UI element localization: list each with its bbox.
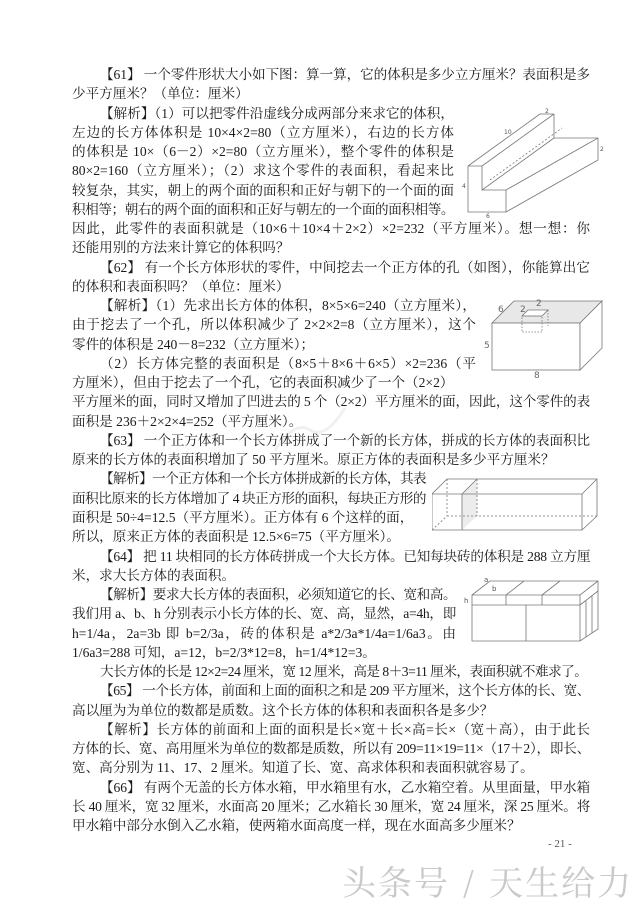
figure-64-bricks — [462, 577, 602, 645]
dim-label: h — [464, 597, 469, 605]
text-line: 面积是 50÷4=12.5（平方厘米）。正方体有 6 个这样的面， — [72, 509, 414, 525]
text-line: 平方厘米的面，同时又增加了凹进去的 5 个（2×2）平方厘米的面，因此，这个零件的表 — [72, 394, 590, 410]
dim-label: 5 — [484, 341, 490, 351]
figure-61-l-shaped-part — [460, 108, 605, 218]
text-line: 由于挖去了一个孔，所以体积减少了 2×2×2=8（立方厘米），这个 — [72, 317, 476, 333]
text-line: 米，求大长方体的表面积。 — [72, 567, 236, 583]
text-line: 原来的长方体的表面积增加了 50 平方厘米。原正方体的表面积是多少平方厘米？ — [72, 452, 555, 468]
text-line: 的体积和表面积吗？（单位：厘米） — [72, 278, 290, 294]
text-line: 左边的长方体体积是 10×4×2=80（立方厘米），右边的长方体 — [72, 124, 454, 140]
text-line: 长 40 厘米，宽 32 厘米，水面高 20 厘米；乙水箱长 30 厘米，宽 24 厘米，深 25 厘米。将 — [72, 798, 590, 814]
text-line: 【解析】一个正方体和一个长方体拼成新的长方体，其表 — [100, 471, 426, 487]
text-line: 较复杂，其实，朝上的两个面的面积和正好与朝下的一个面的面 — [72, 182, 454, 198]
dim-label: b — [492, 585, 497, 593]
text-line: 零件的体积是 240－8=232（立方厘米）； — [72, 336, 315, 352]
dim-label: 4 — [462, 183, 466, 190]
text-line: 大长方体的长是 12×2=24 厘米，宽 12 厘米，高是 8＋3=11 厘米，表面积就不难求了。 — [100, 664, 588, 680]
text-line: h=1/4a，2a=3b 即 b=2/3a，砖的体积是 a*2/3a*1/4a=1/6a3。由 — [72, 625, 456, 641]
dim-label: 2 — [536, 299, 542, 309]
text-line: 【61】 一个零件形状大小如下图：算一算，它的体积是多少立方厘米？表面积是多 — [100, 67, 590, 82]
dim-label: a — [484, 577, 489, 584]
text-line: 【63】 一个正方体和一个长方体拼成了一个新的长方体，拼成的长方体的表面积比 — [100, 432, 590, 448]
text-line: 【解析】（1）先求出长方体的体积，8×5×6=240（立方厘米）， — [100, 298, 476, 314]
text-line: 【66】 有两个无盖的长方体水箱，甲水箱里有水，乙水箱空着。从里面量，甲水箱 — [100, 779, 590, 795]
text-line: 方厘米），但由于挖去了一个孔，它的表面积减少了一个（2×2） — [72, 375, 454, 391]
text-line: 因此，此零件的表面积就是（10×6＋10×4＋2×2）×2=232（平方厘米）。想一想：你 — [72, 221, 590, 237]
text-line: 我们用 a、b、h 分别表示小长方体的长、宽、高，显然，a=4h，即 — [72, 606, 456, 622]
dim-label: 2 — [545, 108, 549, 115]
dim-label: 2 — [600, 146, 604, 153]
text-line: 【解析】要求大长方体的表面积，必须知道它的长、宽和高。 — [100, 587, 457, 603]
figure-63-cube-and-cuboid — [432, 474, 600, 534]
source-watermark: 头条号 / 天生给力 — [342, 864, 634, 904]
text-line: 【解析】长方体的前面和上面的面积是长×宽＋长×高=长×（宽＋高），由于此长 — [100, 721, 590, 737]
text-line: 所以，原来正方体的表面积是 12.5×6=75（平方厘米）。 — [72, 529, 400, 545]
text-line: 的体积是 10×（6－2）×2=80（立方厘米），整个零件的体积是 — [72, 144, 454, 160]
text-line: 【62】 有一个长方体形状的零件，中间挖去一个正方体的孔（如图），你能算出它 — [100, 259, 590, 275]
text-line: 1/6a3=288 可知，a=12，b=2/3*12=8，h=1/4*12=3。 — [72, 644, 376, 660]
dim-label: 8 — [534, 371, 540, 378]
text-line: 方体的长、宽、高用厘米为单位的数都是质数，所以有 209=11×19=11×（17＋2），即长、 — [72, 741, 590, 757]
text-line: 还能用别的方法来计算它的体积吗？ — [72, 240, 290, 256]
page-number: - 21 - — [548, 838, 572, 850]
text-line: 面积比原来的长方体增加了 4 块正方形的面积，每块正方形的 — [72, 490, 426, 506]
dim-label: 10 — [504, 129, 512, 136]
text-line: 宽、高分别为 11、17、2 厘米。知道了长、宽、高求体积和表面积就容易了。 — [72, 760, 534, 776]
text-line: 80×2=160（立方厘米）；（2）求这个零件的表面积，看起来比 — [72, 163, 454, 179]
text-line: 积相等；朝右的两个面的面积和正好与朝左的一个面的面积相等。 — [72, 201, 454, 217]
figure-62-box-with-hole — [482, 298, 607, 378]
text-line: 【65】 一个长方体，前面和上面的面积之和是 209 平方厘米，这个长方体的长、宽、 — [100, 683, 590, 699]
text-line: 少平方厘米？（单位：厘米） — [72, 86, 249, 102]
text-line: 【解析】（1）可以把零件沿虚线分成两部分来求它的体积， — [100, 105, 454, 121]
text-line: 高以厘为为单位的数都是质数。这个长方体的体积和表面积各是多少？ — [72, 702, 494, 718]
dim-label: 2 — [520, 305, 526, 315]
text-line: （2）长方体完整的表面积是（8×5＋8×6＋6×5）×2=236（平 — [100, 355, 476, 371]
text-line: 面积是 236＋2×2×4=252（平方厘米）。 — [72, 413, 303, 429]
text-line: 甲水箱中部分水倒入乙水箱，使两箱水面高度一样，现在水面高多少厘米？ — [72, 818, 521, 834]
text-line: 【64】 把 11 块相同的长方体砖拼成一个大长方体。已知每块砖的体积是 288 立方厘 — [100, 548, 591, 564]
dim-label: 6 — [498, 305, 504, 315]
dim-label: 6 — [486, 213, 490, 218]
